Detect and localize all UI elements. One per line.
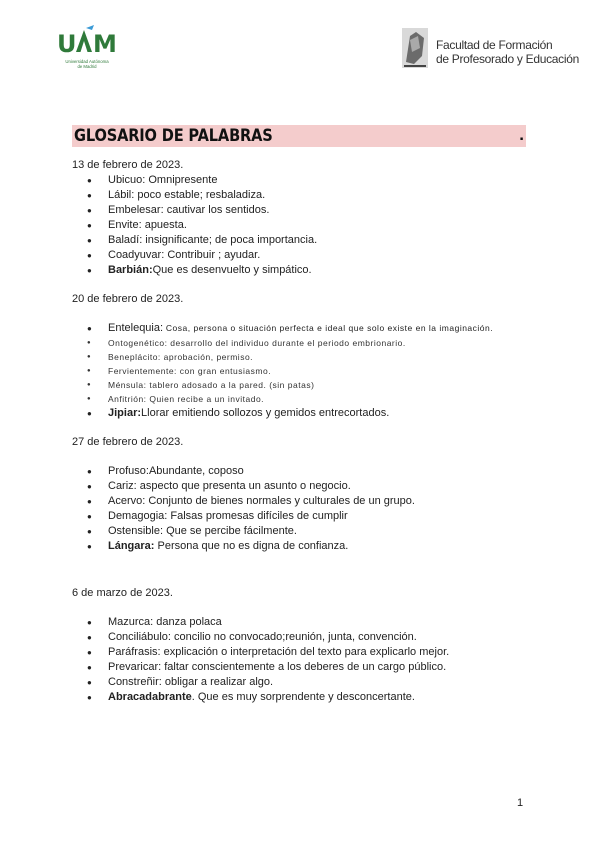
section-date: 27 de febrero de 2023. (72, 436, 184, 448)
definition: Llorar emitiendo sollozos y gemidos entrecortados. (141, 407, 390, 419)
term: Embelesar: (108, 204, 164, 216)
title-highlight (72, 125, 526, 147)
definition: concilio no convocado;reunión, junta, convención. (170, 631, 417, 643)
definition: desarrollo del individuo durante el periodo embrionario. (167, 338, 406, 348)
definition: . Que es muy sorprendente y desconcertante. (191, 691, 415, 703)
list-item (72, 509, 542, 524)
uam-subtitle-line2: de Madrid (77, 64, 97, 69)
glossary-list (72, 173, 542, 278)
section-date: 13 de febrero de 2023. (72, 159, 184, 171)
page-header (0, 0, 600, 110)
term: Constreñir: (108, 676, 162, 688)
list-item (72, 524, 542, 539)
term: Envite: (108, 219, 142, 231)
term: Prevaricar: (108, 661, 162, 673)
term: Abracadabrante (108, 691, 192, 703)
term: Cariz: (108, 480, 137, 492)
glossary-list (72, 321, 542, 421)
uam-subtitle-line1: Universidad Autónoma (65, 59, 109, 64)
term: Baladí: (108, 234, 143, 246)
term: Beneplácito: (108, 352, 161, 362)
list-item (72, 218, 542, 233)
definition: explicación o interpretación del texto para explicarlo mejor. (160, 646, 450, 658)
faculty-name (436, 38, 579, 66)
term: Mazurca: (108, 616, 154, 628)
list-item (72, 615, 542, 630)
list-item (72, 336, 542, 350)
term: Demagogia: (108, 510, 168, 522)
definition: Que se percibe fácilmente. (163, 525, 297, 537)
document-title: GLOSARIO DE PALABRAS (74, 126, 273, 146)
uam-logo-icon (56, 24, 118, 58)
list-item (72, 406, 542, 421)
list-item (72, 392, 542, 406)
definition: con gran entusiasmo. (176, 366, 272, 376)
term: Fervientemente: (108, 366, 177, 376)
faculty-logo (400, 26, 590, 72)
list-item (72, 378, 542, 392)
section-date: 20 de febrero de 2023. (72, 293, 184, 305)
definition: insignificante; de poca importancia. (142, 234, 318, 246)
list-item (72, 203, 542, 218)
definition: faltar conscientemente a los deberes de un cargo público. (161, 661, 447, 673)
definition: cautivar los sentidos. (163, 204, 270, 216)
list-item (72, 539, 542, 554)
term: Lángara: (108, 540, 155, 552)
definition: danza polaca (153, 616, 222, 628)
definition: aprobación, permiso. (160, 352, 254, 362)
section-date: 6 de marzo de 2023. (72, 587, 173, 599)
definition: aspecto que presenta un asunto o negocio. (136, 480, 351, 492)
term: Barbián: (108, 264, 153, 276)
list-item (72, 233, 542, 248)
definition: Persona que no es digna de confianza. (154, 540, 349, 552)
definition: Quien recibe a un invitado. (146, 394, 265, 404)
definition: poco estable; resbaladiza. (134, 189, 266, 201)
definition: Conjunto de bienes normales y culturales de un grupo. (145, 495, 415, 507)
definition: Falsas promesas difíciles de cumplir (167, 510, 348, 522)
term: Coadyuvar: (108, 249, 165, 261)
list-item (72, 630, 542, 645)
uam-logo (56, 24, 118, 74)
list-item (72, 321, 542, 336)
list-item (72, 364, 542, 378)
term: Lábil: (108, 189, 135, 201)
term: Jipiar: (108, 407, 142, 419)
definition: Contribuir ; ayudar. (164, 249, 261, 261)
term: Profuso: (108, 465, 149, 477)
definition: tablero adosado a la pared. (sin patas) (146, 380, 315, 390)
definition: obligar a realizar algo. (161, 676, 274, 688)
uam-subtitle (56, 59, 118, 69)
term: Ontogenético: (108, 338, 168, 348)
title-dot: . (519, 125, 524, 144)
faculty-name-line1: Facultad de Formación (436, 38, 553, 52)
definition: Cosa, persona o situación perfecta e ideal que solo existe en la imaginación. (163, 323, 494, 333)
glossary-content (72, 158, 542, 705)
list-item (72, 675, 542, 690)
list-item (72, 350, 542, 364)
term: Entelequia: (108, 322, 164, 334)
list-item (72, 645, 542, 660)
page-number: 1 (517, 797, 524, 809)
faculty-name-line2: de Profesorado y Educación (436, 52, 579, 66)
definition: apuesta. (141, 219, 187, 231)
term: Anfitrión: (108, 394, 147, 404)
term: Conciliábulo: (108, 631, 171, 643)
list-item (72, 494, 542, 509)
term: Acervo: (108, 495, 146, 507)
glossary-list (72, 464, 542, 554)
svg-text:M: M (93, 30, 117, 58)
list-item (72, 479, 542, 494)
term: Ostensible: (108, 525, 164, 537)
list-item (72, 690, 542, 705)
list-item (72, 248, 542, 263)
glossary-list (72, 615, 542, 705)
term: Paráfrasis: (108, 646, 161, 658)
list-item (72, 188, 542, 203)
faculty-emblem-icon (400, 26, 430, 70)
svg-text:U: U (57, 30, 77, 58)
list-item (72, 660, 542, 675)
definition: Omnipresente (145, 174, 218, 186)
definition: Abundante, coposo (148, 465, 244, 477)
definition: Que es desenvuelto y simpático. (152, 264, 312, 276)
term: Ubicuo: (108, 174, 146, 186)
list-item (72, 464, 542, 479)
list-item (72, 263, 542, 278)
term: Ménsula: (108, 380, 147, 390)
list-item (72, 173, 542, 188)
